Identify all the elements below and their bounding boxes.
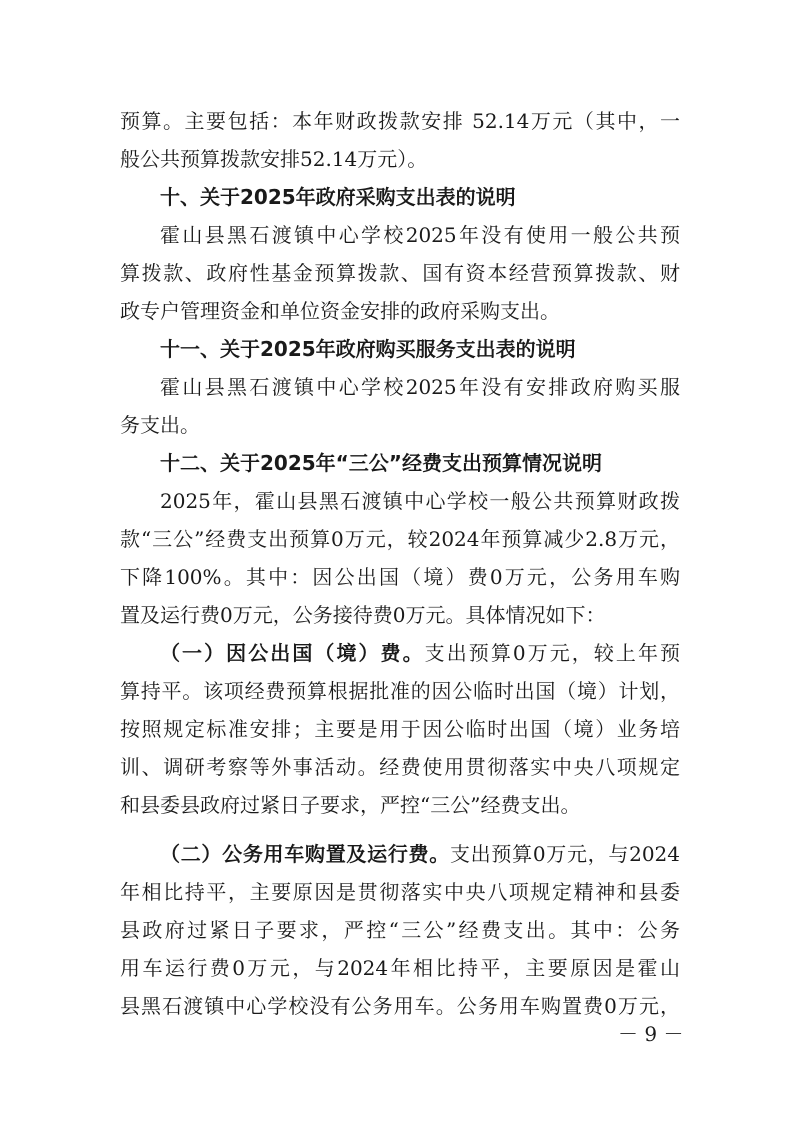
paragraph-line: 置及运行费0万元，公务接待费0万元。具体情况如下： xyxy=(120,603,606,627)
paragraph-text: 支出预算0万元，较上年预 xyxy=(424,641,681,665)
subheading-overseas-travel: （一）因公出国（境）费。 xyxy=(160,641,425,665)
page-number: － 9 － xyxy=(618,1022,684,1046)
paragraph-line: 霍山县黑石渡镇中心学校2025年没有安排政府购买服 xyxy=(160,375,680,399)
paragraph-line-subheading-1 xyxy=(160,641,680,665)
section-heading-procurement: 十、关于2025年政府采购支出表的说明 xyxy=(160,185,516,209)
paragraph-line: 和县委县政府过紧日子要求，严控“三公”经费支出。 xyxy=(120,793,581,817)
paragraph-line: 用车运行费0万元，与2024年相比持平，主要原因是霍山 xyxy=(120,956,680,980)
paragraph-line: 款“三公”经费支出预算0万元，较2024年预算减少2.8万元， xyxy=(120,527,680,551)
paragraph-text: 支出预算0万元，与2024 xyxy=(449,842,680,866)
paragraph-line: 霍山县黑石渡镇中心学校2025年没有使用一般公共预 xyxy=(160,223,680,247)
paragraph-line: 训、调研考察等外事活动。经费使用贯彻落实中央八项规定 xyxy=(120,755,680,779)
paragraph-line: 下降100%。其中：因公出国（境）费0万元，公务用车购 xyxy=(120,565,680,589)
paragraph-line: 预算。主要包括：本年财政拨款安排 52.14万元（其中，一 xyxy=(120,109,680,133)
paragraph-line: 般公共预算拨款安排52.14万元）。 xyxy=(120,147,428,171)
paragraph-line: 按照规定标准安排；主要是用于因公临时出国（境）业务培 xyxy=(120,717,680,741)
paragraph-line: 政专户管理资金和单位资金安排的政府采购支出。 xyxy=(120,299,560,323)
paragraph-line: 县黑石渡镇中心学校没有公务用车。公务用车购置费0万元， xyxy=(120,994,680,1018)
section-heading-services: 十一、关于2025年政府购买服务支出表的说明 xyxy=(160,337,576,361)
paragraph-line: 算持平。该项经费预算根据批准的因公临时出国（境）计划， xyxy=(120,679,680,703)
section-heading-three-public: 十二、关于2025年“三公”经费支出预算情况说明 xyxy=(160,451,602,475)
paragraph-line: 务支出。 xyxy=(120,413,200,437)
paragraph-line-subheading-2 xyxy=(160,842,680,866)
paragraph-line: 2025年，霍山县黑石渡镇中心学校一般公共预算财政拨 xyxy=(160,489,680,513)
subheading-official-vehicles: （二）公务用车购置及运行费。 xyxy=(160,842,450,866)
paragraph-line: 算拨款、政府性基金预算拨款、国有资本经营预算拨款、财 xyxy=(120,261,680,285)
paragraph-line: 县政府过紧日子要求，严控“三公”经费支出。其中：公务 xyxy=(120,918,680,942)
paragraph-line: 年相比持平，主要原因是贯彻落实中央八项规定精神和县委 xyxy=(120,880,680,904)
